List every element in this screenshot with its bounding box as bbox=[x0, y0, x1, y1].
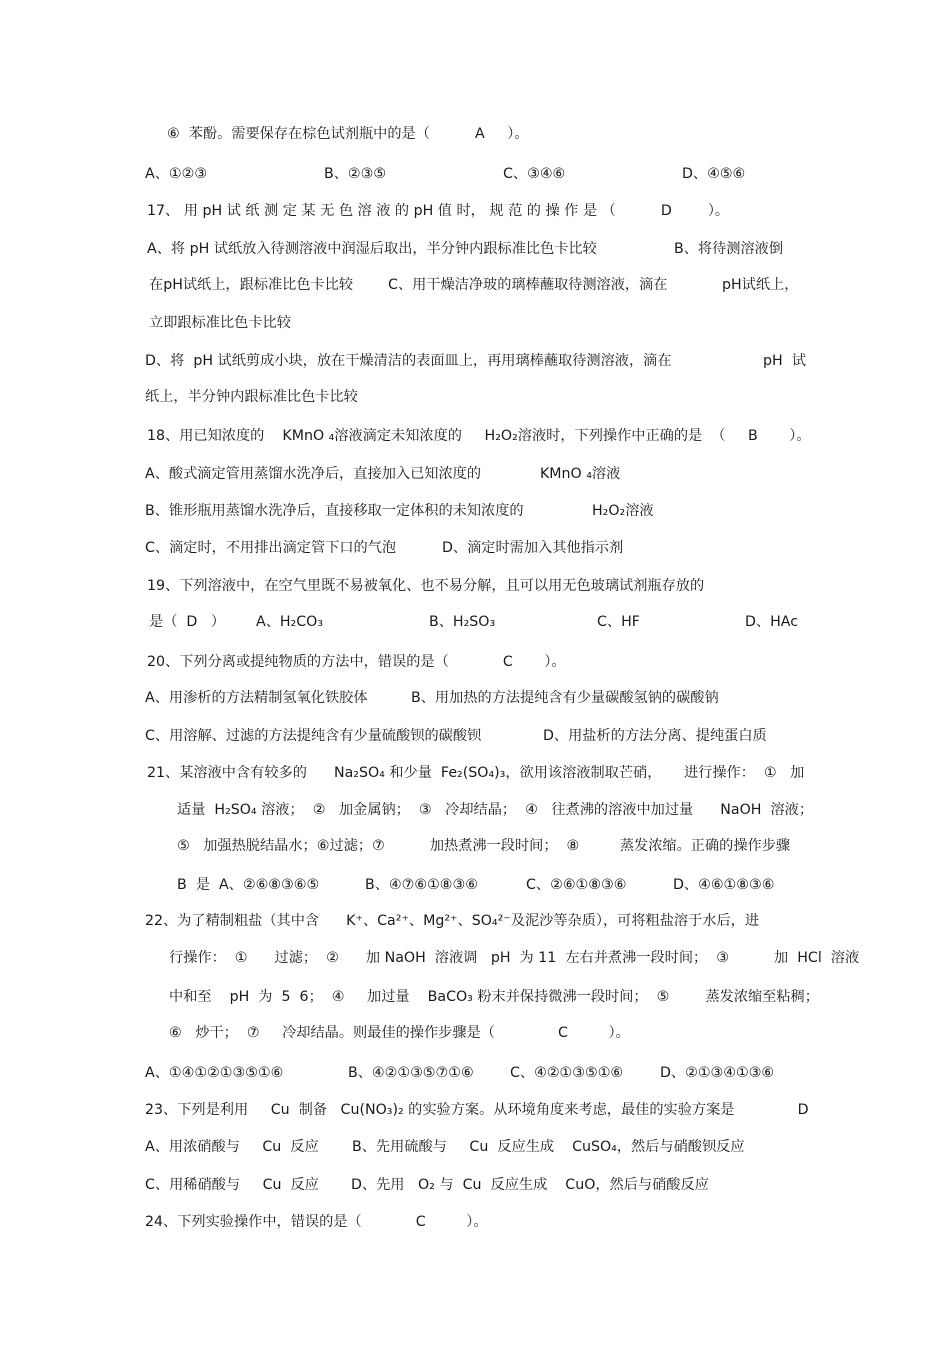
text-line: C、HF bbox=[597, 614, 640, 630]
text-line: D、先用 O₂ 与 Cu 反应生成 CuO，然后与硝酸反应 bbox=[351, 1177, 709, 1193]
text-line: 中和至 pH 为 5 6； ④ 加过量 BaCO₃ 粉末并保持微沸一段时间； ⑤ 蒸发浓缩至粘稠； bbox=[169, 989, 819, 1005]
text-line: 行操作： ① 过滤； ② 加 NaOH 溶液调 pH 为 11 左右并煮沸一段时间； ③ 加 HCl 溶液 bbox=[169, 950, 860, 966]
text-line: D、滴定时需加入其他指示剂 bbox=[442, 540, 624, 556]
text-line: B、④⑦⑥①⑧③⑥ bbox=[365, 877, 478, 893]
text-line: ⑤ 加强热脱结晶水；⑥过滤；⑦ 加热煮沸一段时间； ⑧ 蒸发浓缩。正确的操作步骤 bbox=[177, 838, 791, 854]
text-line: D、②①③④①③⑥ bbox=[660, 1065, 775, 1081]
text-line: C、滴定时，不用排出滴定管下口的气泡 bbox=[145, 540, 397, 556]
text-line: 23、下列是利用 Cu 制备 Cu(NO₃)₂ 的实验方案。从环境角度来考虑，最佳的实验方案是 D bbox=[145, 1102, 809, 1118]
text-line: 24、下列实验操作中，错误的是（ C ）。 bbox=[145, 1214, 488, 1230]
text-line: C、用溶解、过滤的方法提纯含有少量硫酸钡的碳酸钡 bbox=[145, 728, 482, 744]
text-line: 17、 用 pH 试 纸 测 定 某 无 色 溶 液 的 pH 值 时， 规 范 的 操 作 是 （ D ）。 bbox=[147, 203, 730, 219]
text-line: D、④⑤⑥ bbox=[682, 166, 746, 182]
text-line: D、将 pH 试纸剪成小块，放在干燥清洁的表面皿上，再用璃棒蘸取待测溶液，滴在 bbox=[145, 353, 672, 369]
text-line: A、①②③ bbox=[145, 166, 208, 182]
text-line: B、先用硫酸与 Cu 反应生成 CuSO₄，然后与硝酸钡反应 bbox=[352, 1139, 745, 1155]
text-line: B、将待测溶液倒 bbox=[674, 241, 784, 257]
text-line: B、用加热的方法提纯含有少量碳酸氢钠的碳酸钠 bbox=[411, 690, 719, 706]
text-line: 是（ D ） bbox=[149, 614, 226, 630]
text-line: pH试纸上， bbox=[722, 277, 799, 293]
text-line: B、②③⑤ bbox=[324, 166, 387, 182]
text-line: B、H₂SO₃ bbox=[429, 614, 496, 630]
text-line: 在pH试纸上，跟标准比色卡比较 bbox=[149, 277, 354, 293]
text-line: 立即跟标准比色卡比较 bbox=[149, 315, 291, 331]
text-line: C、④②①③⑤①⑥ bbox=[510, 1065, 624, 1081]
text-line: ⑥ 炒干； ⑦ 冷却结晶。则最佳的操作步骤是（ C ）。 bbox=[169, 1025, 630, 1041]
text-line: A、将 pH 试纸放入待测溶液中润湿后取出，半分钟内跟标准比色卡比较 bbox=[147, 241, 597, 257]
text-line: 22、为了精制粗盐（其中含 K⁺、Ca²⁺、Mg²⁺、SO₄²⁻及泥沙等杂质），可将粗盐溶于水后，进 bbox=[145, 913, 760, 929]
text-line: A、①④①②①③⑤①⑥ bbox=[145, 1065, 284, 1081]
text-line: 19、下列溶液中，在空气里既不易被氧化、也不易分解，且可以用无色玻璃试剂瓶存放的 bbox=[147, 578, 705, 594]
text-line: C、②⑥①⑧③⑥ bbox=[526, 877, 627, 893]
text-line: C、用干燥洁净玻的璃棒蘸取待测溶液，滴在 bbox=[388, 277, 668, 293]
text-line: A、酸式滴定管用蒸馏水洗净后，直接加入已知浓度的 bbox=[145, 466, 482, 482]
text-line: ⑥ 苯酚。需要保存在棕色试剂瓶中的是（ A ）。 bbox=[167, 126, 529, 142]
text-line: 适量 H₂SO₄ 溶液； ② 加金属钠； ③ 冷却结晶； ④ 往煮沸的溶液中加过量 NaOH 溶液； bbox=[177, 802, 814, 818]
text-line: C、用稀硝酸与 Cu 反应 bbox=[145, 1177, 319, 1193]
text-line: A、H₂CO₃ bbox=[256, 614, 324, 630]
text-line: 20、下列分离或提纯物质的方法中，错误的是（ C ）。 bbox=[147, 654, 566, 670]
text-line: A、用渗析的方法精制氢氧化铁胶体 bbox=[145, 690, 368, 706]
text-line: B、锥形瓶用蒸馏水洗净后，直接移取一定体积的未知浓度的 bbox=[145, 503, 524, 519]
text-line: 18、用已知浓度的 KMnO ₄溶液滴定未知浓度的 H₂O₂溶液时，下列操作中正确的是 （ B ）。 bbox=[147, 428, 811, 444]
text-line: B、④②①③⑤⑦①⑥ bbox=[348, 1065, 474, 1081]
text-line: KMnO ₄溶液 bbox=[540, 466, 621, 482]
text-line: H₂O₂溶液 bbox=[592, 503, 654, 519]
text-line: A、用浓硝酸与 Cu 反应 bbox=[145, 1139, 319, 1155]
text-line: 纸上，半分钟内跟标准比色卡比较 bbox=[145, 389, 358, 405]
text-line: D、用盐析的方法分离、提纯蛋白质 bbox=[543, 728, 767, 744]
text-line: pH 试 bbox=[763, 353, 806, 369]
text-line: C、③④⑥ bbox=[503, 166, 566, 182]
text-line: B 是 A、②⑥⑧③⑥⑤ bbox=[177, 877, 320, 893]
text-line: 21、某溶液中含有较多的 Na₂SO₄ 和少量 Fe₂(SO₄)₃，欲用该溶液制取芒硝， 进行操作： ① 加 bbox=[147, 765, 805, 781]
text-line: D、④⑥①⑧③⑥ bbox=[673, 877, 775, 893]
text-line: D、HAc bbox=[745, 614, 799, 630]
